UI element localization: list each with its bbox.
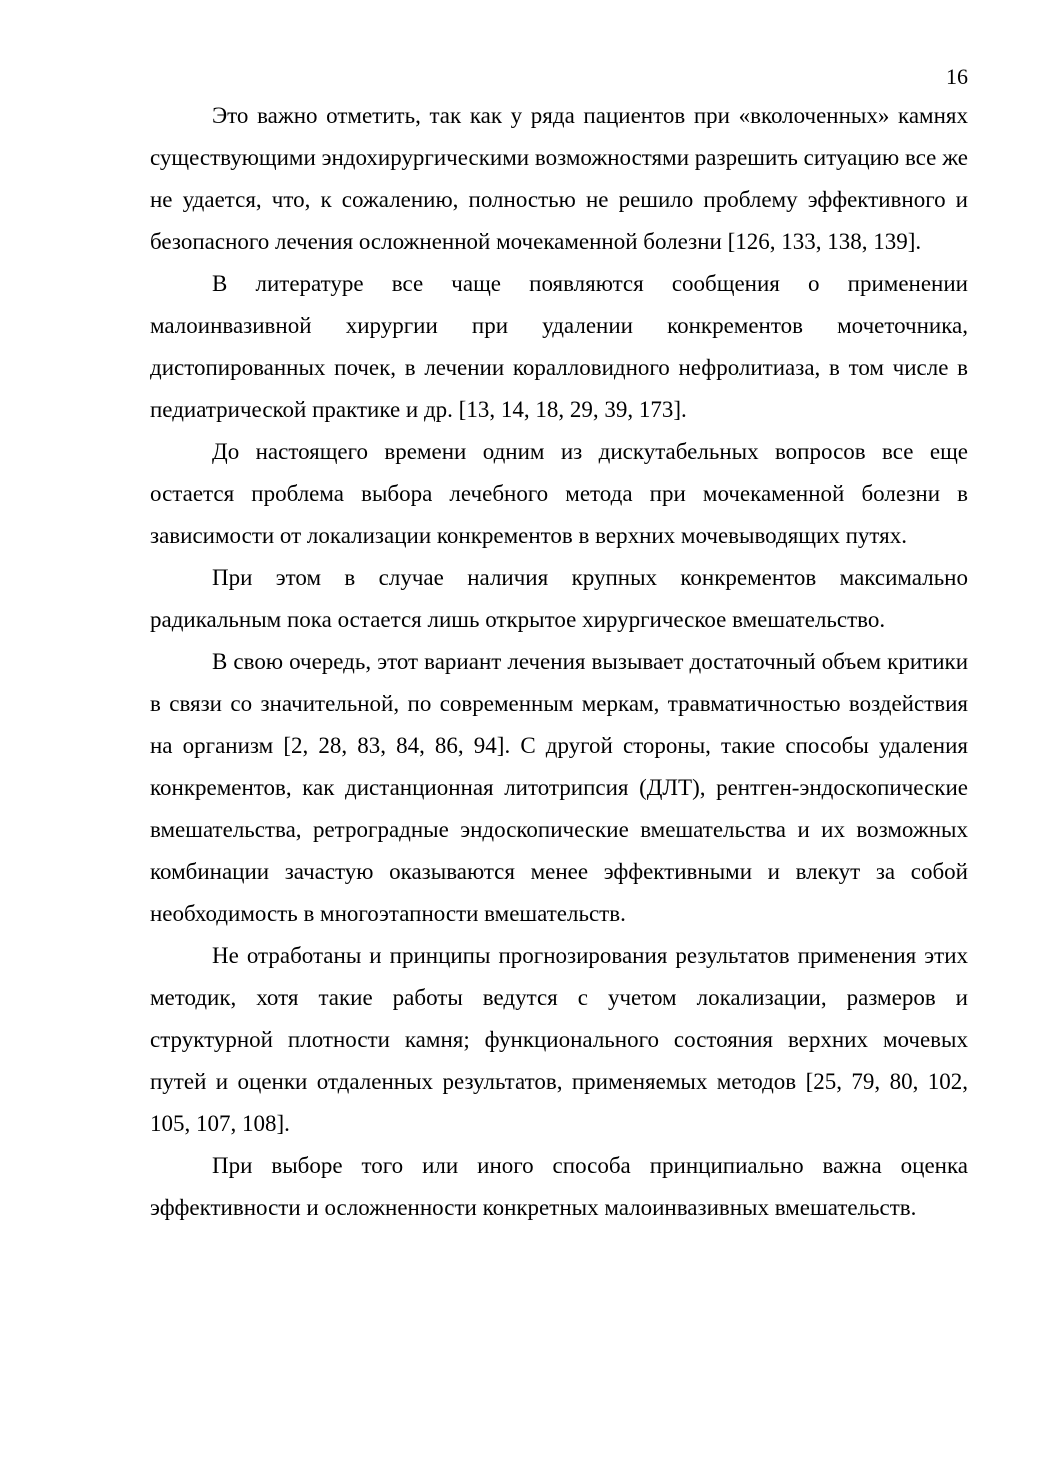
- paragraph: В литературе все чаще появляются сообщения о применении малоинвазивной хирургии при удалении конкрементов мочеточника, дистопированных почек, в лечении коралловидного нефролитиаза, в том числе в педиатрической практике и др. [13, 14, 18, 29, 39, 173].: [150, 271, 968, 422]
- body-text: [150, 95, 968, 1229]
- paragraph: В свою очередь, этот вариант лечения вызывает достаточный объем критики в связи со значительной, по современным меркам, травматичностью воздействия на организм [2, 28, 83, 84, 86, 94]. С другой стороны, такие способы удаления конкрементов, как дистанционная литотрипсия (ДЛТ), рентген-эндоскопические вмешательства, ретроградные эндоскопические вмешательства и их возможных комбинации зачастую оказываются менее эффективными и влекут за собой необходимость в многоэтапности вмешательств.: [150, 649, 968, 926]
- paragraph: Это важно отметить, так как у ряда пациентов при «вколоченных» камнях существующими эндохирургическими возможностями разрешить ситуацию все же не удается, что, к сожалению, полностью не решило проблему эффективного и безопасного лечения осложненной мочекаменной болезни [126, 133, 138, 139].: [150, 103, 968, 254]
- paragraph: Не отработаны и принципы прогнозирования результатов применения этих методик, хотя такие работы ведутся с учетом локализации, размеров и структурной плотности камня; функционального состояния верхних мочевых путей и оценки отдаленных результатов, применяемых методов [25, 79, 80, 102, 105, 107, 108].: [150, 943, 968, 1136]
- paragraph: При выборе того или иного способа принципиально важна оценка эффективности и осложненности конкретных малоинвазивных вмешательств.: [150, 1153, 968, 1220]
- paragraph: До настоящего времени одним из дискутабельных вопросов все еще остается проблема выбора лечебного метода при мочекаменной болезни в зависимости от локализации конкрементов в верхних мочевыводящих путях.: [150, 439, 968, 548]
- page-number: 16: [946, 64, 968, 89]
- paragraph: При этом в случае наличия крупных конкрементов максимально радикальным пока остается лишь открытое хирургическое вмешательство.: [150, 565, 968, 632]
